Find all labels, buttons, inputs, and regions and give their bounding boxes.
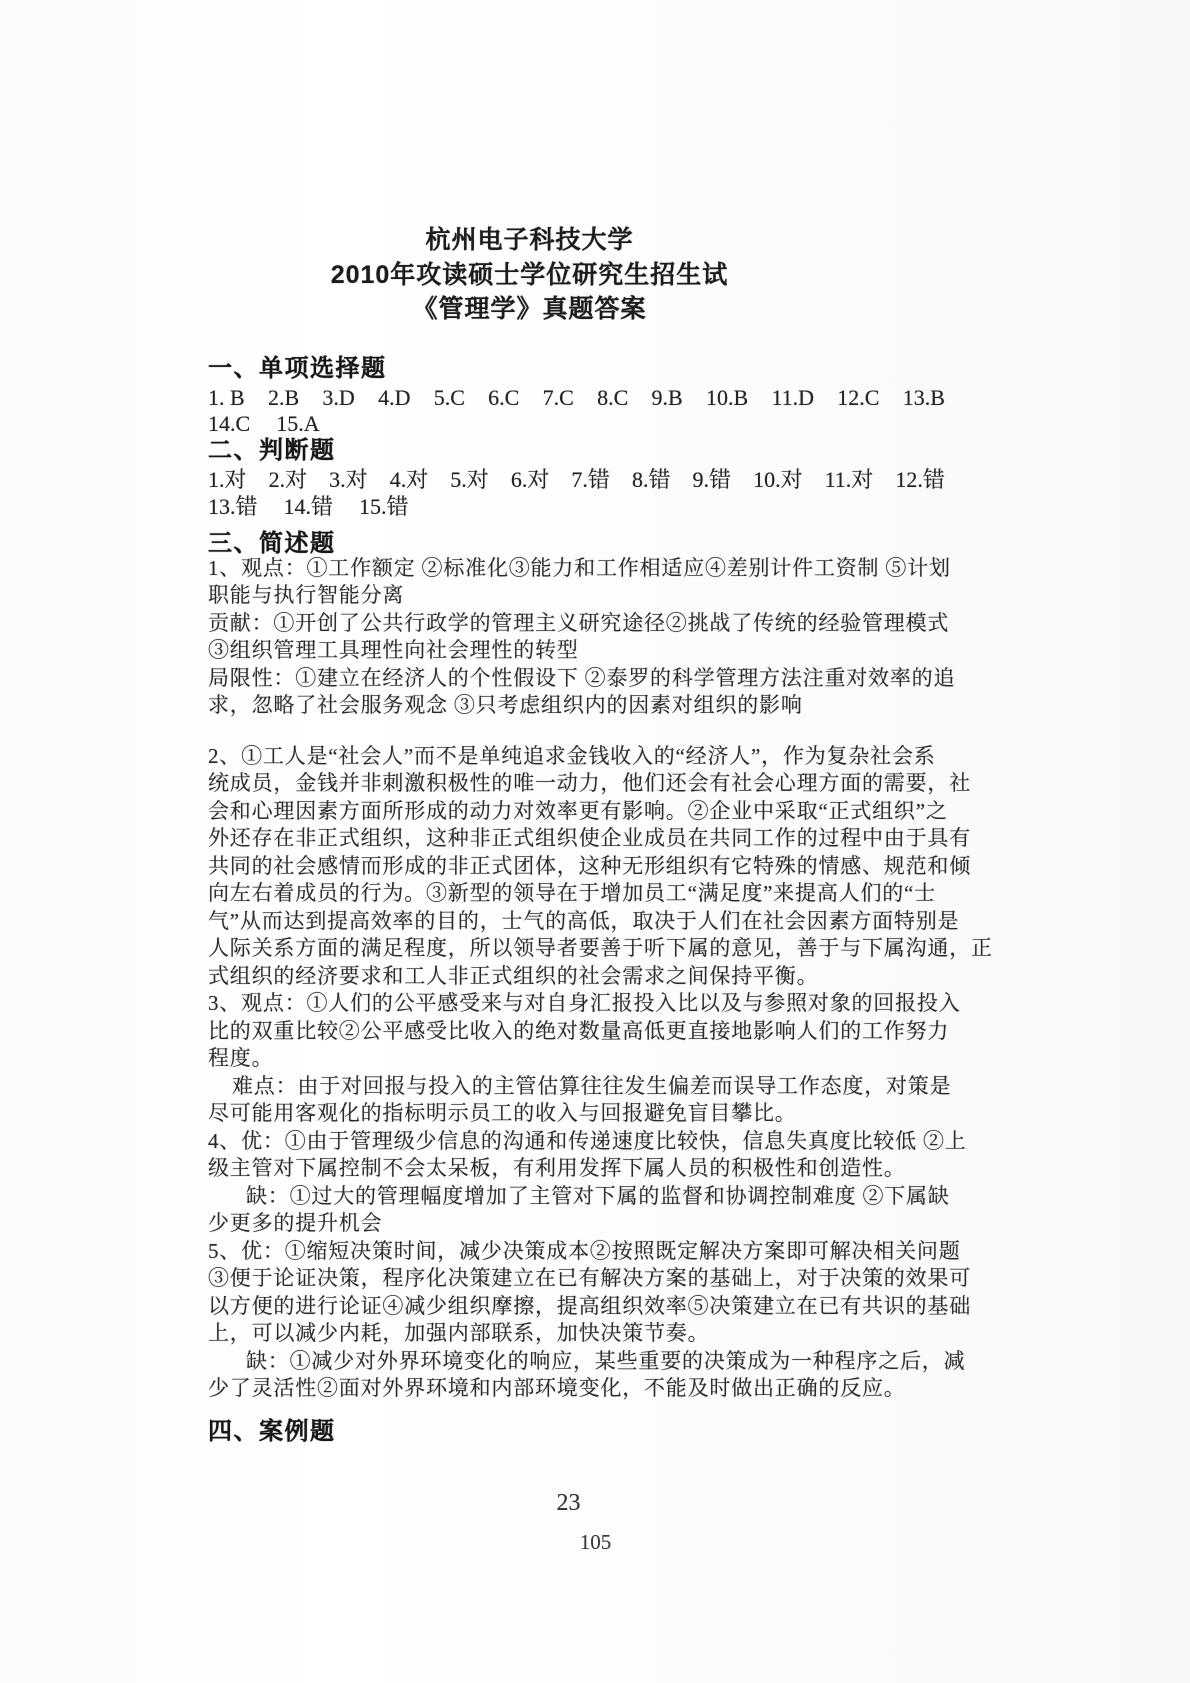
page-number: 23 — [556, 1489, 581, 1516]
answer-line: 共同的社会感情而形成的非正式团体，这种无形组织有它特殊的情感、规范和倾 — [208, 853, 971, 878]
answer-item: 8.错 — [631, 466, 671, 492]
answer-line: ③组织管理工具理性向社会理性的转型 — [208, 638, 579, 662]
answer-line: 局限性：①建立在经济人的个性假设下 ②泰罗的科学管理方法注重对效率的追 — [208, 665, 956, 690]
answer-item: 8.C — [597, 384, 629, 410]
answer-item: 4.D — [378, 384, 411, 410]
section-heading-short-answer: 三、简述题 — [208, 529, 336, 557]
answer-line: 统成员，金钱并非刺激积极性的唯一动力，他们还会有社会心理方面的需要，社 — [208, 771, 971, 795]
multiple-choice-answers-row-1 — [208, 385, 945, 411]
answer-line: 级主管对下属控制不会太呆板，有利用发挥下属人员的积极性和创造性。 — [208, 1156, 906, 1180]
answer-item: 15.A — [276, 410, 320, 436]
answer-line: 职能与执行智能分离 — [208, 583, 405, 607]
section-heading-case-study: 四、案例题 — [208, 1417, 336, 1445]
section-heading-true-false: 二、判断题 — [208, 436, 336, 464]
answer-line: 2、①工人是“社会人”而不是单纯追求金钱收入的“经济人”，作为复杂社会系 — [208, 743, 936, 768]
answer-line: 尽可能用客观化的指标明示员工的收入与回报避免盲目攀比。 — [208, 1101, 797, 1125]
answer-item: 14.C — [208, 410, 251, 436]
answer-line: 以方便的进行论证④减少组织摩擦，提高组织效率⑤决策建立在已有共识的基础 — [208, 1293, 971, 1318]
answer-line: 外还存在非正式组织，这种非正式组织使企业成员在共同工作的过程中由于具有 — [208, 826, 971, 850]
answer-item: 1. B — [208, 384, 245, 410]
answer-item: 10.对 — [753, 466, 803, 492]
answer-line: 5、优：①缩短决策时间，减少决策成本②按照既定解决方案即可解决相关问题 — [208, 1238, 961, 1263]
answer-item: 10.B — [705, 384, 749, 410]
answer-item: 9.B — [651, 384, 683, 410]
answer-line: 比的双重比较②公平感受比收入的绝对数量高低更直接地影响人们的工作努力 — [208, 1018, 950, 1043]
answer-line: 向左右着成员的行为。③新型的领导在于增加员工“满足度”来提高人们的“士 — [208, 881, 936, 905]
answer-line: 会和心理因素方面所形成的动力对效率更有影响。②企业中采取“正式组织”之 — [208, 798, 948, 823]
answer-line: 3、观点：①人们的公平感受来与对自身汇报投入比以及与参照对象的回报投入 — [208, 991, 961, 1015]
answer-line: 缺：①减少对外界环境变化的响应，某些重要的决策成为一种程序之后，减 — [246, 1348, 966, 1373]
true-false-answers-row-2 — [208, 494, 945, 520]
document-title — [161, 223, 898, 327]
answer-line: 气”从而达到提高效率的目的，士气的高低，取决于人们在社会因素方面特别是 — [208, 908, 960, 933]
answer-item: 13.错 — [208, 493, 258, 519]
answer-item: 12.C — [837, 384, 880, 410]
answer-item: 2.B — [267, 384, 300, 410]
title-line-university: 杭州电子科技大学 — [425, 226, 634, 254]
answer-item: 3.D — [322, 384, 355, 410]
answer-line: 上，可以减少内耗，加强内部联系，加快决策节奏。 — [208, 1321, 710, 1345]
answer-line: 少更多的提升机会 — [208, 1211, 383, 1235]
answer-item: 5.对 — [450, 466, 489, 492]
answer-line: 贡献：①开创了公共行政学的管理主义研究途径②挑战了传统的经验管理模式 — [208, 610, 950, 635]
answer-item: 3.对 — [329, 466, 368, 492]
content-column — [208, 0, 993, 1556]
answer-item: 6.C — [488, 384, 520, 410]
answer-line: 缺：①过大的管理幅度增加了主管对下属的监督和协调控制难度 ②下属缺 — [246, 1183, 950, 1208]
answer-item: 6.对 — [510, 466, 550, 492]
title-line-exam: 2010年攻读硕士学位研究生招生试 — [330, 260, 729, 289]
answer-item: 12.错 — [895, 466, 945, 492]
answer-item: 15.错 — [359, 493, 409, 519]
answer-line: 求，忽略了社会服务观念 ③只考虑组织内的因素对组织的影响 — [208, 693, 803, 717]
title-line-subject: 《管理学》真题答案 — [412, 295, 647, 323]
answer-line: 程度。 — [208, 1046, 274, 1070]
answer-item: 9.错 — [692, 466, 732, 492]
answer-item: 5.C — [433, 384, 465, 410]
multiple-choice-answers-row-2 — [208, 411, 945, 437]
answer-line: 人际关系方面的满足程度，所以领导者要善于听下属的意见，善于与下属沟通，正 — [208, 936, 993, 960]
answer-line: ③便于论证决策，程序化决策建立在已有解决方案的基础上，对于决策的效果可 — [208, 1266, 971, 1290]
answer-line: 4、优：①由于管理级少信息的沟通和传递速度比较快，信息失真度比较低 ②上 — [208, 1128, 967, 1153]
answer-line: 少了灵活性②面对外界环境和内部环境变化，不能及时做出正确的反应。 — [208, 1376, 906, 1400]
secondary-page-number: 105 — [579, 1529, 612, 1554]
answer-line: 1、观点：①工作额定 ②标准化③能力和工作相适应④差别计件工资制 ⑤计划 — [208, 555, 951, 580]
answer-item: 2.对 — [268, 466, 308, 492]
answer-line: 式组织的经济要求和工人非正式组织的社会需求之间保持平衡。 — [208, 963, 819, 988]
answer-line: 难点：由于对回报与投入的主管估算往往发生偏差而误导工作态度，对策是 — [232, 1073, 952, 1098]
answer-item: 13.B — [902, 384, 945, 410]
answer-item: 11.对 — [824, 466, 874, 492]
section-heading-multiple-choice: 一、单项选择题 — [208, 354, 387, 382]
answer-item: 7.C — [542, 384, 574, 410]
answer-item: 1.对 — [208, 466, 247, 492]
answer-item: 4.对 — [389, 466, 429, 492]
answer-item: 11.D — [771, 384, 815, 410]
answer-item: 7.错 — [571, 466, 610, 492]
short-answer-body — [208, 555, 993, 1403]
true-false-answers-row-1 — [208, 467, 945, 493]
answer-item: 14.错 — [283, 493, 334, 519]
